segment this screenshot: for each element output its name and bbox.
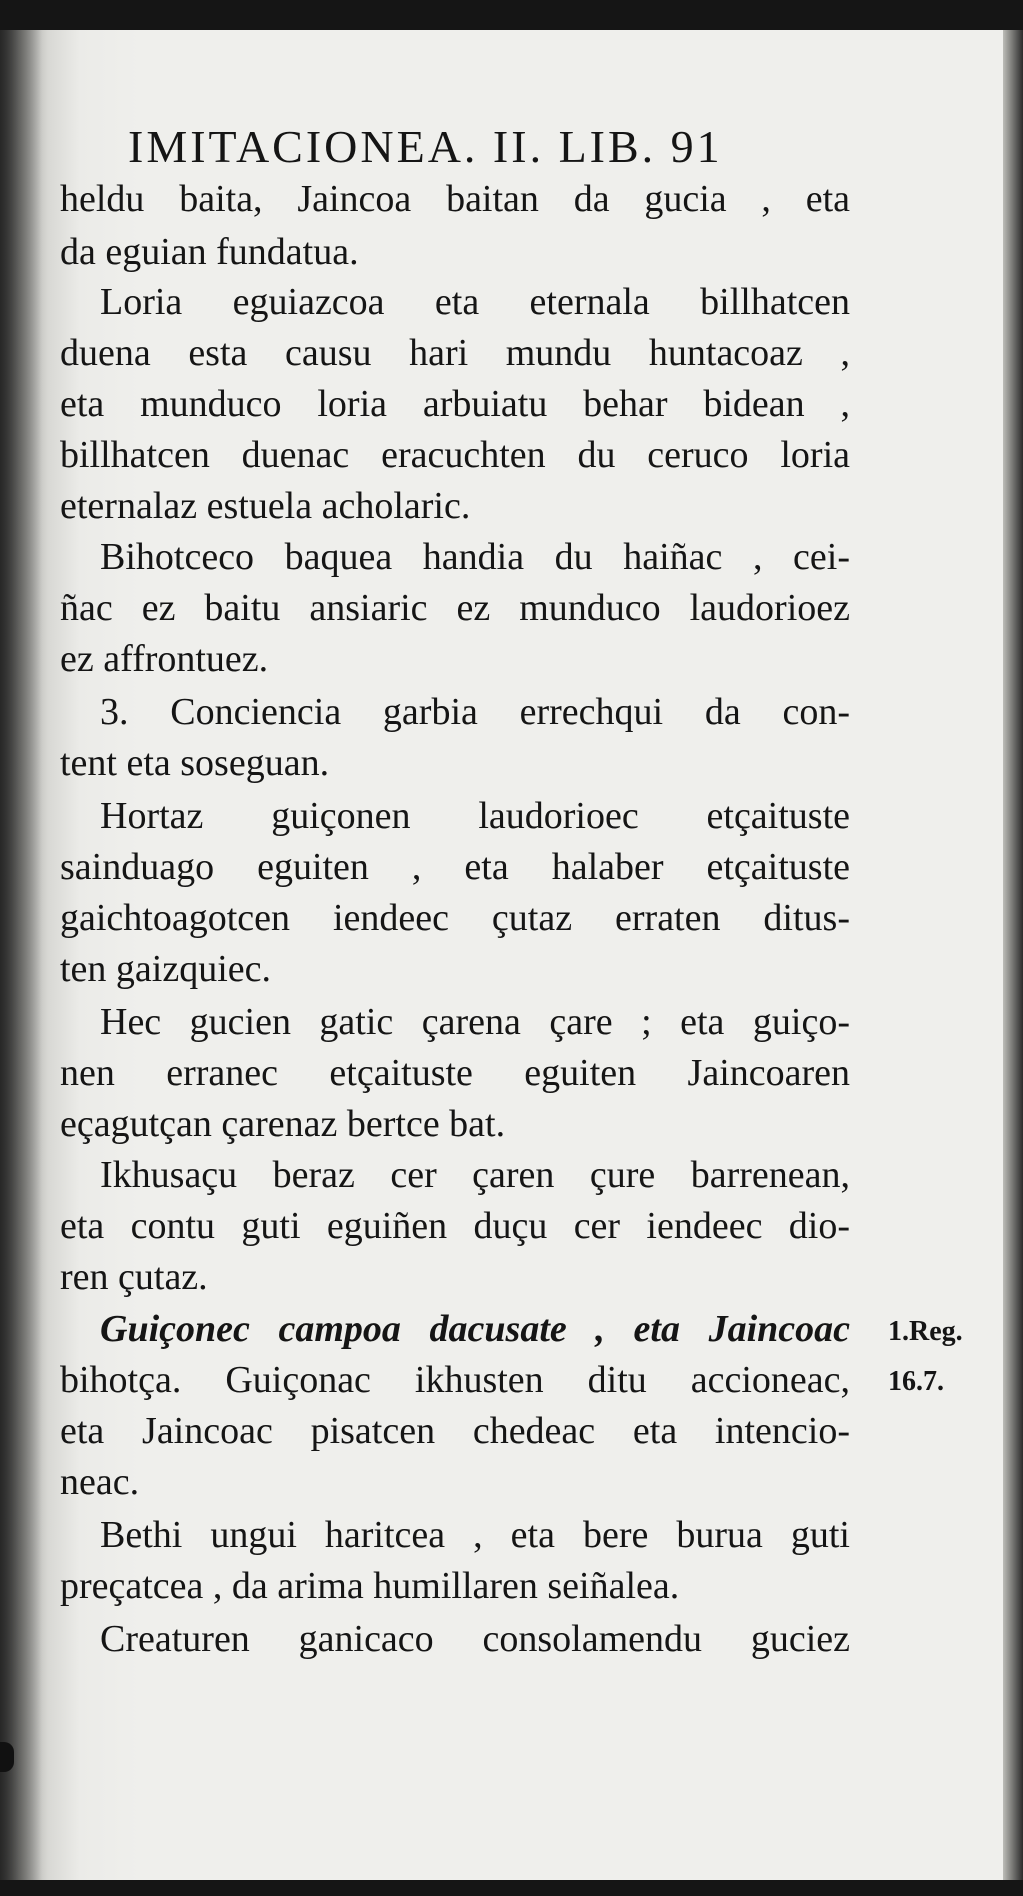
text-line: neac.: [60, 1461, 140, 1503]
text-line: bihotça. Guiçonac ikhusten ditu accioneac,: [60, 1359, 850, 1401]
text-line: Creaturen ganicaco consolamendu guciez: [100, 1618, 850, 1660]
text-line: eçagutçan çarenaz bertce bat.: [60, 1103, 506, 1145]
text-line: eternalaz estuela acholaric.: [60, 485, 471, 527]
text-line: preçatcea , da arima humillaren seiñalea.: [60, 1565, 680, 1607]
running-header: IMITACIONEA. II. LIB. 91: [128, 121, 723, 172]
text-line: Hortaz guiçonen laudorioec etçaituste: [100, 795, 850, 837]
text-line: eta contu guti eguiñen duçu cer iendeec dio-: [60, 1205, 850, 1247]
text-line: billhatcen duenac eracuchten du ceruco loria: [60, 434, 850, 476]
text-line: 3. Conciencia garbia errechqui da con-: [100, 691, 850, 733]
text-line: Hec gucien gatic çarena çare ; eta guiço-: [100, 1001, 850, 1043]
text-line: heldu baita, Jaincoa baitan da gucia , eta: [60, 178, 850, 220]
text-line: sainduago eguiten , eta halaber etçaituste: [60, 846, 850, 888]
text-line: ten gaizquiec.: [60, 948, 272, 990]
margin-note: 16.7.: [888, 1366, 944, 1397]
margin-note: 1.Reg.: [888, 1316, 963, 1347]
text-line: gaichtoagotcen iendeec çutaz erraten ditus-: [60, 897, 850, 939]
text-line: eta munduco loria arbuiatu behar bidean ,: [60, 383, 850, 425]
text-line: Bethi ungui haritcea , eta bere burua guti: [100, 1514, 850, 1556]
text-line: Bihotceco baquea handia du haiñac , cei-: [100, 536, 850, 578]
text-line: Loria eguiazcoa eta eternala billhatcen: [100, 281, 850, 323]
text-line: Ikhusaçu beraz cer çaren çure barrenean,: [100, 1154, 850, 1196]
text-line: ez affrontuez.: [60, 638, 269, 680]
text-line-italic: Guiçonec campoa dacusate , eta Jaincoac: [100, 1308, 850, 1350]
text-line: nen erranec etçaituste eguiten Jaincoaren: [60, 1052, 850, 1094]
text-line: tent eta soseguan.: [60, 742, 330, 784]
text-line: da eguian fundatua.: [60, 231, 359, 273]
text-line: duena esta causu hari mundu huntacoaz ,: [60, 332, 850, 374]
text-line: ren çutaz.: [60, 1256, 208, 1298]
text-line: ñac ez baitu ansiaric ez munduco laudorioez: [60, 587, 850, 629]
text-line: eta Jaincoac pisatcen chedeac eta intencio-: [60, 1410, 850, 1452]
